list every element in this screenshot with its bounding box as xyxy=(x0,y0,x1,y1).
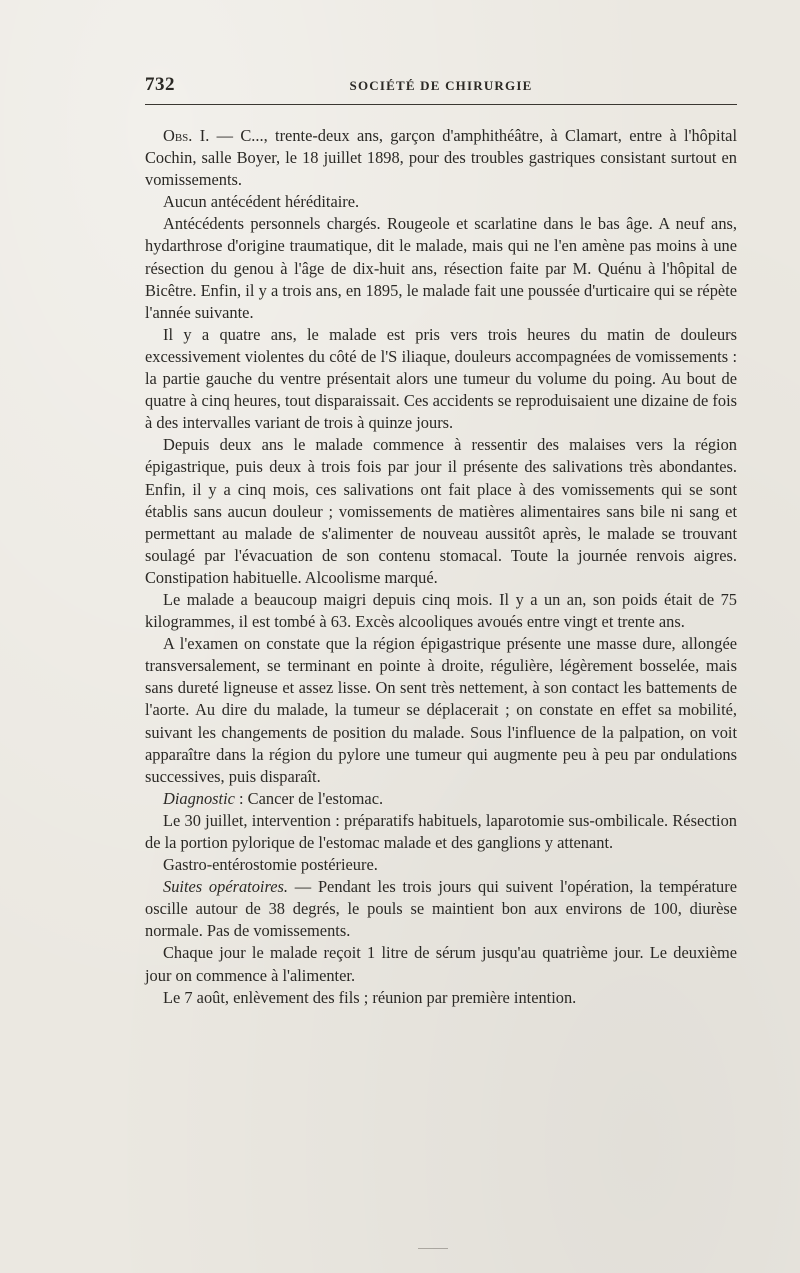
paragraph-text: : Cancer de l'estomac. xyxy=(234,788,384,808)
body-text xyxy=(145,125,737,1009)
paragraph-sutures: Le 7 août, enlèvement des fils ; réunion par première intention. xyxy=(163,987,577,1007)
paragraph-postoperative xyxy=(145,876,737,942)
diagnosis-label: Diagnostic xyxy=(163,788,235,808)
paragraph-observation xyxy=(145,125,737,191)
page-number: 732 xyxy=(145,74,175,95)
paragraph-serum: Chaque jour le malade reçoit 1 litre de sérum jusqu'au quatrième jour. Le deuxième jour on commence à l'alimenter. xyxy=(145,943,737,985)
bottom-mark xyxy=(418,1248,448,1249)
paragraph-current-symptoms: Depuis deux ans le malade commence à ressentir des malaises vers la région épigastrique, puis deux à trois fois par jour il présente des salivations très abondantes. Enfin, il y a cinq mois, ces salivations ont fait place à des vomissements qui se sont établis sans aucun douleur ; vomissements de matières alimentaires sans bile ni sang et permettant au malade de s'alimenter de nouveau aussitôt après, le malade se trouvant soulagé par l'évacuation de son contenu stomacal. Toute la journée renvois aigres. Constipation habituelle. Alcoolisme marqué. xyxy=(145,435,737,587)
paragraph-text: — Pendant les trois jours qui suivent l'opération, la température oscille autour de 38 degrés, le pouls se maintient bon aux environs de 100, diurèse normale. Pas de vomissements. xyxy=(145,877,737,941)
page-header xyxy=(145,74,737,104)
header-rule xyxy=(145,104,737,105)
paragraph-text: — C..., trente-deux ans, garçon d'amphithéâtre, à Clamart, entre à l'hôpital Cochin, salle Boyer, le 18 juillet 1898, pour des troubles gastriques consistant surtout en vomissements. xyxy=(145,126,737,190)
postoperative-label: Suites opératoires. xyxy=(163,877,288,897)
paragraph-personal-history: Antécédents personnels chargés. Rougeole et scarlatine dans le bas âge. A neuf ans, hydarthrose d'origine traumatique, dit le malade, mais qui ne l'en amène pas moins à une résection du genou à l'âge de dix-huit ans, résection faite par M. Quénu à l'hôpital de Bicêtre. Enfin, il y a trois ans, en 1895, le malade fait une poussée d'urticaire qui se répète l'année suivante. xyxy=(145,214,737,322)
paragraph-diagnosis xyxy=(145,788,737,810)
paragraph-examination: A l'examen on constate que la région épigastrique présente une masse dure, allongée transversalement, se terminant en pointe à droite, régulière, légèrement bosselée, mais sans dureté ligneuse et assez lisse. On sent très nettement, à son contact les battements de l'aorte. Au dire du malade, la tumeur se déplacerait ; on constate en effet sa mobilité, suivant les changements de position du malade. Sous l'influence de la palpation, on voit apparaître dans la région du pylore une tumeur qui augmente peu à peu par ondulations successives, puis disparaît. xyxy=(145,634,737,786)
paragraph-heredity: Aucun antécédent héréditaire. xyxy=(163,192,360,212)
observation-label: Obs. I. xyxy=(163,126,210,145)
paragraph-weight-loss: Le malade a beaucoup maigri depuis cinq mois. Il y a un an, son poids était de 75 kilogrammes, il est tombé à 63. Excès alcooliques avoués entre vingt et trente ans. xyxy=(145,589,737,632)
paragraph-past-episodes: Il y a quatre ans, le malade est pris vers trois heures du matin de douleurs excessivement violentes du côté de l'S iliaque, douleurs accompagnées de vomissements : la partie gauche du ventre présentait alors une tumeur du volume du poing. Au bout de quatre à cinq heures, tout disparaissait. Ces accidents se reproduisaient une dizaine de fois à des intervalles variant de trois à quinze jours. xyxy=(145,324,737,433)
paragraph-gastroenterostomy: Gastro-entérostomie postérieure. xyxy=(163,855,378,875)
paragraph-intervention: Le 30 juillet, intervention : préparatifs habituels, laparotomie sus-ombilicale. Résection de la portion pylorique de l'estomac malade et des ganglions y attenant. xyxy=(145,810,737,852)
running-head: SOCIÉTÉ DE CHIRURGIE xyxy=(349,78,533,93)
